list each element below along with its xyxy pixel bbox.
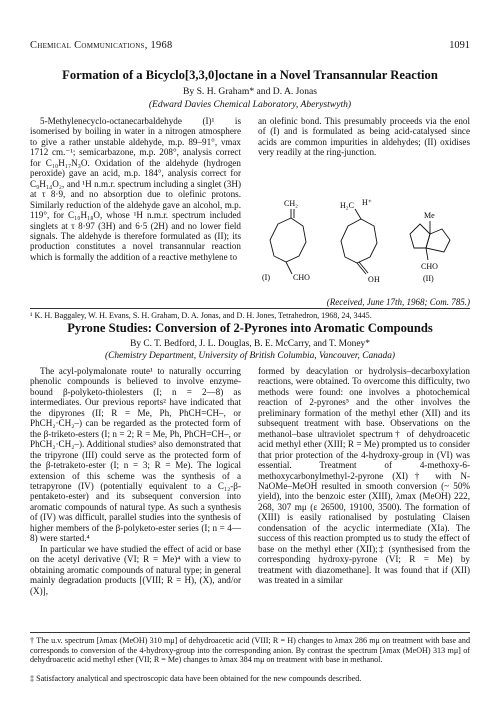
article2-affiliation: (Chemistry Department, University of British Columbia, Vancouver, Canada) bbox=[104, 351, 396, 361]
article1-column-right bbox=[258, 116, 470, 158]
structure-II bbox=[410, 221, 450, 260]
article1-column-left bbox=[30, 116, 241, 262]
label-oxygen: O bbox=[368, 275, 374, 284]
article2-title: Pyrone Studies: Conversion of 2-Pyrones into Aromatic Compounds bbox=[67, 321, 433, 335]
running-header bbox=[30, 40, 470, 51]
structure-I bbox=[270, 209, 306, 274]
article2-paragraph-continued: formed by deacylation or hydrolysis–decarboxylation reactions, were obtained. To overcome this difficulty, two methods were found: one involves a photochemical reaction of 2-pyrones⁵ and the other involves the preliminary formation of the methyl ether (XII) and its subsequent treatment with base. Observations on the methanol–base ultraviolet spectrum† of dehydroacetic acid methyl ether (XIII; R = Me) prompted us to consider that prior protection of the 4-hydroxy-group in (VI) was essential. Treatment of 4-methoxy-6-methoxycarbonylmethyl-2-pyrone (XI)† with N-NaOMe–MeOH resulted in smooth conversion (~ 50% yield), into the benzoic ester (XIII), λmax (MeOH) 222, 268, 307 mμ (ε 26500, 19100, 3500). The formation of (XIII) is easily rationalised by postulating Claisen condensation of the acyclic intermediate (XIa). The success of this reaction prompted us to study the effect of base on the methyl ether (XII);‡ (synthesised from the corresponding hydroxy-pyrone (VI; R = Me) by treatment with diazomethane]. It was found that if (XII) was treated in a similar bbox=[258, 366, 470, 586]
label-compound-II: (II) bbox=[423, 274, 434, 283]
article1-paragraph-continued: an olefinic bond. This presumably proceeds via the enol of (I) and is formulated as being acid-catalysed since acids are common impurities in aldehydes; (II) oxidises very readily at the ring-junction. bbox=[258, 116, 470, 158]
page-number: 1091 bbox=[449, 40, 470, 51]
label-h-plus: H⁺ bbox=[362, 198, 372, 207]
article1-footnote: ¹ K. H. Baggaley, W. H. Evans, S. H. Graham, D. A. Jonas, and D. H. Jones, Tetrahedron, 1968, 24, 3445. bbox=[30, 311, 372, 320]
label-h2c: H₂C bbox=[340, 201, 354, 210]
label-hydrogen: H bbox=[374, 275, 380, 284]
article2-paragraph-2: In particular we have studied the effect of acid or base on the acetyl derivative (VI; R = Me)⁴ with a view to obtaining aromatic compounds of natural type; in general mainly degradation products [(VIII; R = H), (X), and/or (X)], bbox=[30, 543, 241, 596]
article2-authors: By C. T. Bedford, J. L. Douglas, B. E. McCarry, and T. Money* bbox=[130, 339, 370, 349]
article1-paragraph: 5-Methylenecyclo-octanecarbaldehyde (I)¹ is isomerised by boiling in water in a nitrogen atmosphere to give a rather unstable aldehyde, m.p. 89–91°, νmax 1712 cm.⁻¹; semicarbazone, m.p. 208°, analysis correct for C₁₀H₁₇N₃O. Oxidation of the aldehyde (hydrogen peroxide) gave an acid, m.p. 184°, analysis correct for C₉H₁₄O₂, and ¹H n.m.r. spectrum including a singlet (3H) at τ 8·9, and no absorption due to olefinic protons. Similarly reduction of the aldehyde gave an alcohol, m.p. 119°, for C₁₀H₁₈O, whose ¹H n.m.r. spectrum included singlets at τ 8·97 (3H) and 6·5 (2H) and no lower field signals. The aldehyde is therefore formulated as (II); its production constitutes a novel transannular reaction which is formally the addition of a reactive methylene to bbox=[30, 116, 241, 262]
label-compound-I: (I) bbox=[262, 273, 270, 282]
article1-received: (Received, June 17th, 1968; Com. 785.) bbox=[326, 297, 470, 307]
structure-enol bbox=[341, 209, 377, 274]
label-cho-1: CHO bbox=[293, 273, 310, 282]
journal-name: Chemical Communications, 1968 bbox=[30, 40, 173, 51]
article2-column-right bbox=[258, 366, 470, 586]
article2-footnote-2: ‡ Satisfactory analytical and spectroscopic data have been obtained for the new compounds described. bbox=[30, 674, 362, 683]
article1-title: Formation of a Bicyclo[3,3,0]octane in a Novel Transannular Reaction bbox=[62, 68, 438, 82]
label-ch2: CH₂ bbox=[284, 199, 298, 208]
label-cho-2: CHO bbox=[421, 262, 438, 271]
chemical-structures bbox=[258, 196, 470, 296]
article1-authors: By S. H. Graham* and D. A. Jonas bbox=[182, 86, 318, 97]
article2-paragraph-1: The acyl-polymalonate route¹ to naturally occurring phenolic compounds is believed to involve enzyme-bound β-polyketo-thiolesters (I; n = 2—8) as intermediates. Our previous reports² have indicated that the dipyrones (II; R = Me, Ph, PhCH=CH–, or PhCH₂·CH₂–) can be regarded as the protected form of the β-triketo-esters (I; n = 2; R = Me, Ph, PhCH=CH–, or PhCH₂·CH₂–). Additional studies³ also demonstrated that the tripyrone (III) could serve as the protected form of the β-tetraketo-ester (I; n = 3; R = Me). The logical extension of this scheme was the synthesis of a tetrapyrone (IV) (potentially equivalent to a C₁₂-β-pentaketo-ester) and its subsequent conversion into aromatic compounds of natural type. As such a synthesis of (IV) was difficult, parallel studies into the synthesis of higher members of the β-polyketo-ester series (I; n = 4—8) were started.⁴ bbox=[30, 366, 241, 544]
article2-footnote-1: † The u.v. spectrum [λmax (MeOH) 310 mμ] of dehydroacetic acid (VIII; R = H) changes to λmax 286 mμ on treatment with base and corresponds to conversion of the 4-hydroxy-group into the corresponding anion. By contrast the spectrum [λmax (MeOH) 313 mμ] of dehydroacetic acid methyl ether (VII; R = Me) changes to λmax 384 mμ on treatment with base in methanol. bbox=[30, 636, 470, 665]
footnote-rule-2 bbox=[30, 632, 470, 633]
article1-affiliation: (Edward Davies Chemical Laboratory, Aberystwyth) bbox=[148, 99, 352, 110]
label-me: Me bbox=[424, 211, 435, 220]
article2-column-left bbox=[30, 366, 241, 596]
footnote-rule-1 bbox=[30, 308, 470, 309]
